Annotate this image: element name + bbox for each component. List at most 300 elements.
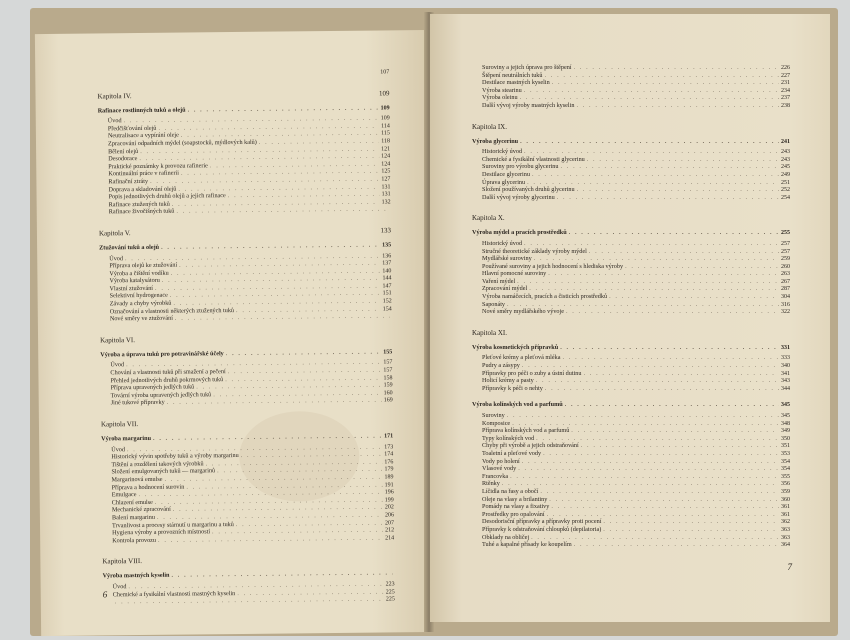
toc-entry <box>472 186 790 194</box>
dot-leader <box>512 420 779 428</box>
dot-leader <box>529 285 779 293</box>
toc-entry <box>472 72 790 80</box>
toc-entry <box>472 102 790 110</box>
entry-title: Tuhé a kapalné přísady ke koupelím <box>482 541 572 549</box>
page-number: 355 <box>781 473 790 480</box>
entry-title: Tištění a rozdělení takových výrobků <box>111 460 204 469</box>
toc-entry <box>472 370 790 378</box>
page-number: 234 <box>781 87 790 94</box>
page-number: 257 <box>781 240 790 247</box>
toc-entry <box>472 293 790 301</box>
dot-leader <box>574 541 779 549</box>
dot-leader <box>153 432 382 442</box>
page-number: 202 <box>384 504 394 511</box>
entry-title: Příprava olejů ke ztužování <box>109 261 178 270</box>
dot-leader <box>571 427 779 435</box>
page-number: 241 <box>781 138 790 145</box>
toc-entry <box>472 465 790 473</box>
entry-title: Trvanlivost a procesy stárnutí u margarinu a tuků <box>111 520 234 529</box>
toc-entry <box>472 503 790 511</box>
entry-title: Úvod <box>112 583 127 591</box>
entry-title: Úprava glycerinu <box>482 178 526 186</box>
page-number: 225 <box>385 588 395 595</box>
page-number: 260 <box>781 263 790 270</box>
page-number: 304 <box>781 294 790 301</box>
page-number: 356 <box>781 481 790 488</box>
entry-title: Označování a vlastnosti některých ztužených tuků <box>109 306 235 315</box>
entry-title: Štěpení neutrálních tuků <box>482 71 543 79</box>
page-number: 151 <box>382 290 392 297</box>
entry-title: Líčidla na řasy a obočí <box>482 487 539 495</box>
entry-title: Používané suroviny a jejich hodnocení s hlediska výroby <box>482 262 624 270</box>
chapter-label <box>472 214 790 223</box>
dot-leader <box>520 138 779 146</box>
entry-title: Příprava a hodnocení surovin <box>111 483 185 491</box>
page-number: 124 <box>381 161 391 168</box>
entry-title: Desodorace <box>108 155 138 163</box>
page-number: 345 <box>781 402 790 409</box>
toc-section <box>102 555 394 606</box>
entry-title: Rtěnky <box>482 480 500 488</box>
entry-title: Vlasové vody <box>482 465 517 473</box>
page-number: 125 <box>381 168 391 175</box>
entry-title: Prostředky pro opalování <box>482 510 545 518</box>
page-number: 206 <box>384 512 394 519</box>
entry-title: Úvod <box>110 361 125 369</box>
page-number: 118 <box>381 138 391 145</box>
dot-leader <box>188 104 379 114</box>
page-number: 354 <box>781 466 790 473</box>
chapter-label <box>472 123 790 132</box>
section-heading <box>99 241 391 252</box>
dot-leader <box>507 412 779 420</box>
entry-title: Praktické poznámky k provozu rafinerie <box>108 162 208 171</box>
entry-title: Stručné theoretické základy výroby mýdel <box>482 247 587 255</box>
dot-leader <box>548 270 779 278</box>
entry-title: Pleťové krémy a pleťová mléka <box>482 354 561 362</box>
section-heading <box>472 138 790 146</box>
page-number: 124 <box>381 153 391 160</box>
entry-title: Destilace mastných kyselin <box>482 79 550 87</box>
dot-leader <box>175 313 390 323</box>
section-heading <box>100 348 392 359</box>
toc-section <box>101 417 394 544</box>
page-number: 115 <box>381 130 390 137</box>
dot-leader <box>569 229 779 237</box>
entry-title: Přehled jednotlivých druhů pokrmových tuků <box>110 375 224 384</box>
toc-entry <box>472 362 790 370</box>
toc-entry <box>472 308 790 316</box>
page-folio: 7 <box>787 562 792 572</box>
entry-title: Francovka <box>482 472 509 480</box>
entry-title: Výroba kosmetických přípravků <box>472 343 559 351</box>
entry-title: Úvod <box>107 117 122 125</box>
entry-title: Složení emulgovaných tuků — margarinů <box>111 467 216 476</box>
dot-leader <box>527 179 779 187</box>
page-number: 362 <box>781 519 790 526</box>
page-number: 225 <box>385 596 395 603</box>
page-number: 179 <box>384 466 394 473</box>
page-number: 243 <box>781 149 790 156</box>
section-heading <box>472 229 790 237</box>
section-heading <box>472 344 790 352</box>
section-spacer <box>472 392 790 398</box>
chapter-label <box>97 89 389 101</box>
page-number: 257 <box>781 248 790 255</box>
page-number: 152 <box>382 298 392 305</box>
entry-title: Tovární výroba upravených jedlých tuků <box>110 391 212 400</box>
dot-leader <box>524 148 779 156</box>
page-number: 121 <box>381 145 391 153</box>
entry-title: Obklady na obličej <box>482 533 530 541</box>
left-toc <box>97 68 395 606</box>
entry-title: Chemické a fysikální vlastnosti mastných kyselin <box>112 589 236 598</box>
page-number: 226 <box>781 65 790 71</box>
chapter-title: Kapitola IV. <box>97 91 132 101</box>
entry-title: Vaření mýdel <box>482 277 516 285</box>
entry-title: Přípravky k odstraňování chloupků (depilatoria) <box>482 525 602 533</box>
dot-leader <box>520 94 779 102</box>
toc-entry <box>472 427 790 435</box>
page-number: 174 <box>384 451 394 458</box>
entry-title: Mechanické zpracování <box>111 506 171 514</box>
entry-title: Nové směry ve ztužování <box>109 314 173 323</box>
entry-title: Výroba a čištění vodíku <box>109 269 169 278</box>
dot-leader <box>517 278 779 286</box>
entry-title: Příprava kolínských vod a parfumů <box>482 427 570 435</box>
toc-entry <box>472 385 790 393</box>
toc-entry <box>472 377 790 385</box>
page-number: 154 <box>382 306 392 313</box>
dot-leader <box>560 344 779 352</box>
chapter-label <box>102 555 394 567</box>
entry-title: Ztužování tuků a olejů <box>99 243 160 252</box>
dot-leader <box>115 596 384 606</box>
dot-leader <box>577 186 779 194</box>
toc-entry <box>472 171 790 179</box>
page-number: 251 <box>781 179 790 186</box>
dot-leader <box>536 435 779 443</box>
page-number: 249 <box>781 171 790 178</box>
entry-title: Složení používaných druhů glycerinu <box>482 186 575 194</box>
entry-title: Příprava upravených jedlých tuků <box>110 383 195 392</box>
chapter-label <box>99 226 391 238</box>
page-number: 316 <box>781 301 790 308</box>
dot-leader <box>545 72 780 80</box>
dot-leader <box>603 526 779 534</box>
page-number: 348 <box>781 420 790 427</box>
entry-title: Emulgace <box>111 491 137 499</box>
page-number: 155 <box>383 349 393 356</box>
entry-title: Výroba namáčecích, pracích a čisticích prostředků <box>482 293 608 301</box>
dot-leader <box>552 79 779 87</box>
entry-title: Holicí krémy a pasty <box>482 377 534 385</box>
chapter-title: Kapitola VI. <box>100 335 135 345</box>
dot-leader <box>625 263 779 271</box>
toc-entry <box>472 473 790 481</box>
section-heading <box>98 104 390 115</box>
page-number: 135 <box>382 242 392 249</box>
dot-leader <box>545 385 779 393</box>
page-number: 127 <box>381 176 391 183</box>
dot-leader <box>603 518 779 526</box>
toc-entry <box>472 435 790 443</box>
toc-entry <box>472 354 790 362</box>
toc-entry <box>472 240 790 248</box>
page-number: 158 <box>383 374 393 382</box>
toc-entry <box>472 79 790 87</box>
dot-leader <box>543 450 779 458</box>
toc-section <box>100 333 393 407</box>
entry-title: Chemické a fysikální vlastnosti glycerinu <box>482 155 585 163</box>
entry-title: Saponáty <box>482 300 506 308</box>
entry-title: Chlazení emulse <box>111 498 153 507</box>
entry-title: Suroviny <box>482 412 505 419</box>
toc-section <box>472 329 790 393</box>
entry-title: Pudry a zásypy <box>482 362 520 370</box>
entry-title: Kontinuální práce v rafinerii <box>108 169 179 178</box>
page-number: 359 <box>781 488 790 495</box>
entry-title: Zpracování mýdel <box>482 285 528 293</box>
dot-leader <box>547 511 779 519</box>
dot-leader <box>532 171 779 179</box>
entry-title: Rafinace živočišných tuků <box>108 207 175 216</box>
toc-top-entry <box>97 68 389 79</box>
page-number: 345 <box>781 413 790 419</box>
toc-section <box>99 226 392 323</box>
entry-title: Balení margarinu <box>111 513 155 522</box>
entry-title: Suroviny pro výrobu glycerinu <box>482 163 559 171</box>
dot-leader <box>587 156 779 164</box>
page-number: 173 <box>384 443 394 451</box>
chapter-title: Kapitola XI. <box>472 328 507 337</box>
dot-leader <box>566 308 779 316</box>
chapter-title: Kapitola IX. <box>472 122 507 131</box>
entry-title: Chování a vlastnosti tuků při smažení a pečení <box>110 368 226 377</box>
page-number: 159 <box>383 382 393 389</box>
toc-entry <box>472 278 790 286</box>
dot-leader <box>562 354 779 362</box>
toc-entry <box>472 64 790 72</box>
dot-leader <box>226 348 382 357</box>
dot-leader <box>565 401 779 409</box>
page-number: 331 <box>781 344 790 351</box>
dot-leader <box>560 163 779 171</box>
entry-title: Mydlářské suroviny <box>482 255 532 263</box>
page-number: 361 <box>781 511 790 518</box>
dot-leader <box>557 194 779 202</box>
dot-leader <box>540 488 779 496</box>
page-number: 137 <box>382 260 392 267</box>
section-heading <box>472 401 790 409</box>
dot-leader <box>176 206 388 216</box>
page-number: 344 <box>781 385 790 392</box>
entry-title: Přípravky pro péči o zuby a ústní dutinu <box>482 369 582 377</box>
toc-entry <box>472 496 790 504</box>
toc-section <box>472 64 790 110</box>
dot-leader <box>507 301 779 309</box>
page-number: 109 <box>378 88 390 98</box>
toc-entry <box>472 458 790 466</box>
page-number: 157 <box>383 359 393 366</box>
toc-sections <box>97 89 394 606</box>
page-number: 263 <box>781 271 790 278</box>
entry-title: Předčišťování olejů <box>107 124 157 133</box>
entry-title: Rafinace rostlinných tuků a olejů <box>97 106 186 115</box>
page-number: 237 <box>781 95 790 102</box>
toc-entry <box>472 420 790 428</box>
entry-title: Suroviny a jejich úprava pro štěpení <box>482 64 572 71</box>
right-page <box>430 14 830 622</box>
page-number: 227 <box>781 72 790 79</box>
page-number: 131 <box>381 191 391 198</box>
toc-entry <box>472 412 790 420</box>
page-number: 245 <box>781 164 790 171</box>
chapter-label <box>472 329 790 338</box>
toc-entry <box>472 526 790 534</box>
page-number: 333 <box>781 355 790 362</box>
dot-leader <box>536 377 779 385</box>
entry-title: Doprava a skladování olejů <box>108 185 177 193</box>
toc-entry <box>472 480 790 488</box>
page-number: 259 <box>781 256 790 263</box>
page-number: 243 <box>781 156 790 163</box>
dot-leader <box>161 241 380 251</box>
toc-section <box>472 214 790 316</box>
page-number: 157 <box>383 367 393 374</box>
page-number: 133 <box>380 226 391 235</box>
dot-leader <box>502 480 779 488</box>
toc-entry <box>472 87 790 95</box>
page-folio: 6 <box>102 589 108 600</box>
entry-title: Komposice <box>482 419 511 427</box>
page-number: 109 <box>380 104 390 112</box>
entry-title: Rafinace ztužených tuků <box>108 200 170 209</box>
dot-leader <box>158 534 383 544</box>
page-number: 360 <box>781 496 790 503</box>
dot-leader <box>167 397 382 407</box>
page-number: 199 <box>384 497 394 504</box>
toc-sections <box>472 64 790 549</box>
entry-title: Hygiena výroby a provozních místností <box>112 528 211 537</box>
page-number: 267 <box>781 278 790 285</box>
entry-title: Oleje na vlasy a brilantiny <box>482 495 548 503</box>
page-number: 354 <box>781 458 790 465</box>
entry-title: Selektivní hydrogenace <box>109 292 168 300</box>
page-number: 212 <box>385 527 395 534</box>
section-heading <box>103 570 395 581</box>
chapter-label <box>101 417 393 429</box>
dot-leader <box>551 503 779 511</box>
page-number: 255 <box>781 230 790 237</box>
toc-section <box>472 392 790 548</box>
page-number: 238 <box>781 102 790 109</box>
page-number: 144 <box>382 275 392 282</box>
page-number: 364 <box>781 542 790 549</box>
dot-leader <box>522 458 779 466</box>
page-number: 160 <box>383 390 393 397</box>
page-number: 140 <box>382 268 392 275</box>
page-number: 351 <box>781 443 790 450</box>
toc-entry <box>103 595 395 606</box>
page-number: 207 <box>384 519 395 526</box>
dot-leader <box>518 465 779 473</box>
entry-title: Historický vývin spotřeby tuků a výroby margarinu <box>111 452 239 461</box>
entry-title: Desodorisční přípravky a přípravky proti pocení <box>482 518 602 526</box>
toc-entry <box>472 518 790 526</box>
dot-leader <box>589 248 779 256</box>
entry-title: Historický úvod <box>482 148 523 156</box>
toc-entry <box>472 194 790 202</box>
chapter-title: Kapitola VIII. <box>102 557 142 566</box>
page-number: 252 <box>781 187 790 194</box>
page-number: 340 <box>781 363 790 370</box>
toc-entry <box>472 301 790 309</box>
dot-leader <box>524 87 779 95</box>
dot-leader <box>531 534 779 542</box>
page-number: 287 <box>781 286 790 293</box>
toc-entry <box>472 248 790 256</box>
entry-title: Zpracování odpadních mýdel (soapstocků, mýdlových kalů) <box>107 138 257 148</box>
entry-title: Historický úvod <box>482 239 523 247</box>
entry-title: Výroba mýdel a pracích prostředků <box>472 229 567 237</box>
toc-entry <box>472 534 790 542</box>
toc-entry <box>472 179 790 187</box>
chapter-title: Kapitola V. <box>98 229 131 238</box>
page-number: 136 <box>382 252 392 259</box>
entry-title: Typy kolínských vod <box>482 434 535 442</box>
dot-leader <box>534 255 779 263</box>
toc-entry <box>472 442 790 450</box>
toc-entry <box>472 270 790 278</box>
page-number: 350 <box>781 435 790 442</box>
toc-entry <box>472 94 790 102</box>
toc-section <box>97 89 390 216</box>
toc-section <box>472 123 790 202</box>
entry-title: Úvod <box>111 445 126 453</box>
page-number: 189 <box>384 474 394 481</box>
dot-leader <box>609 293 779 301</box>
page-number: 176 <box>384 459 394 466</box>
page-number: 214 <box>385 535 395 542</box>
entry-title: Destilace glycerinu <box>482 170 530 178</box>
entry-title: Vlastní ztužování <box>109 284 154 293</box>
page-number: 107 <box>380 69 390 76</box>
dot-leader <box>522 362 779 370</box>
dot-leader <box>549 496 779 504</box>
entry-title: Pomády na vlasy a fixativy <box>482 503 550 511</box>
entry-title: Toaletní a pleťové vody <box>482 449 542 457</box>
page-number: 341 <box>781 370 790 377</box>
entry-title: Další vývoj výroby glycerinu <box>482 193 555 201</box>
toc-entry <box>472 255 790 263</box>
entry-title: Jiné tukové přípravky <box>110 399 165 407</box>
page-number: 231 <box>781 80 790 87</box>
chapter-title: Kapitola X. <box>472 214 505 223</box>
entry-title: Vody po holení <box>482 457 520 465</box>
entry-title: Další vývoj výroby mastných kyselin <box>482 101 575 109</box>
entry-title: Úvod <box>109 254 124 262</box>
toc-entry <box>472 285 790 293</box>
toc-entry <box>472 541 790 549</box>
entry-title: Výroba stearinu <box>482 86 522 94</box>
dot-leader <box>524 240 779 248</box>
dot-leader <box>584 370 780 378</box>
page-number: 169 <box>383 397 393 404</box>
page-number: 363 <box>781 534 790 541</box>
entry-title: Výroba a úprava tuků pro potravinářské účely <box>100 349 224 359</box>
entry-title: Margarinová emulse <box>111 475 163 484</box>
